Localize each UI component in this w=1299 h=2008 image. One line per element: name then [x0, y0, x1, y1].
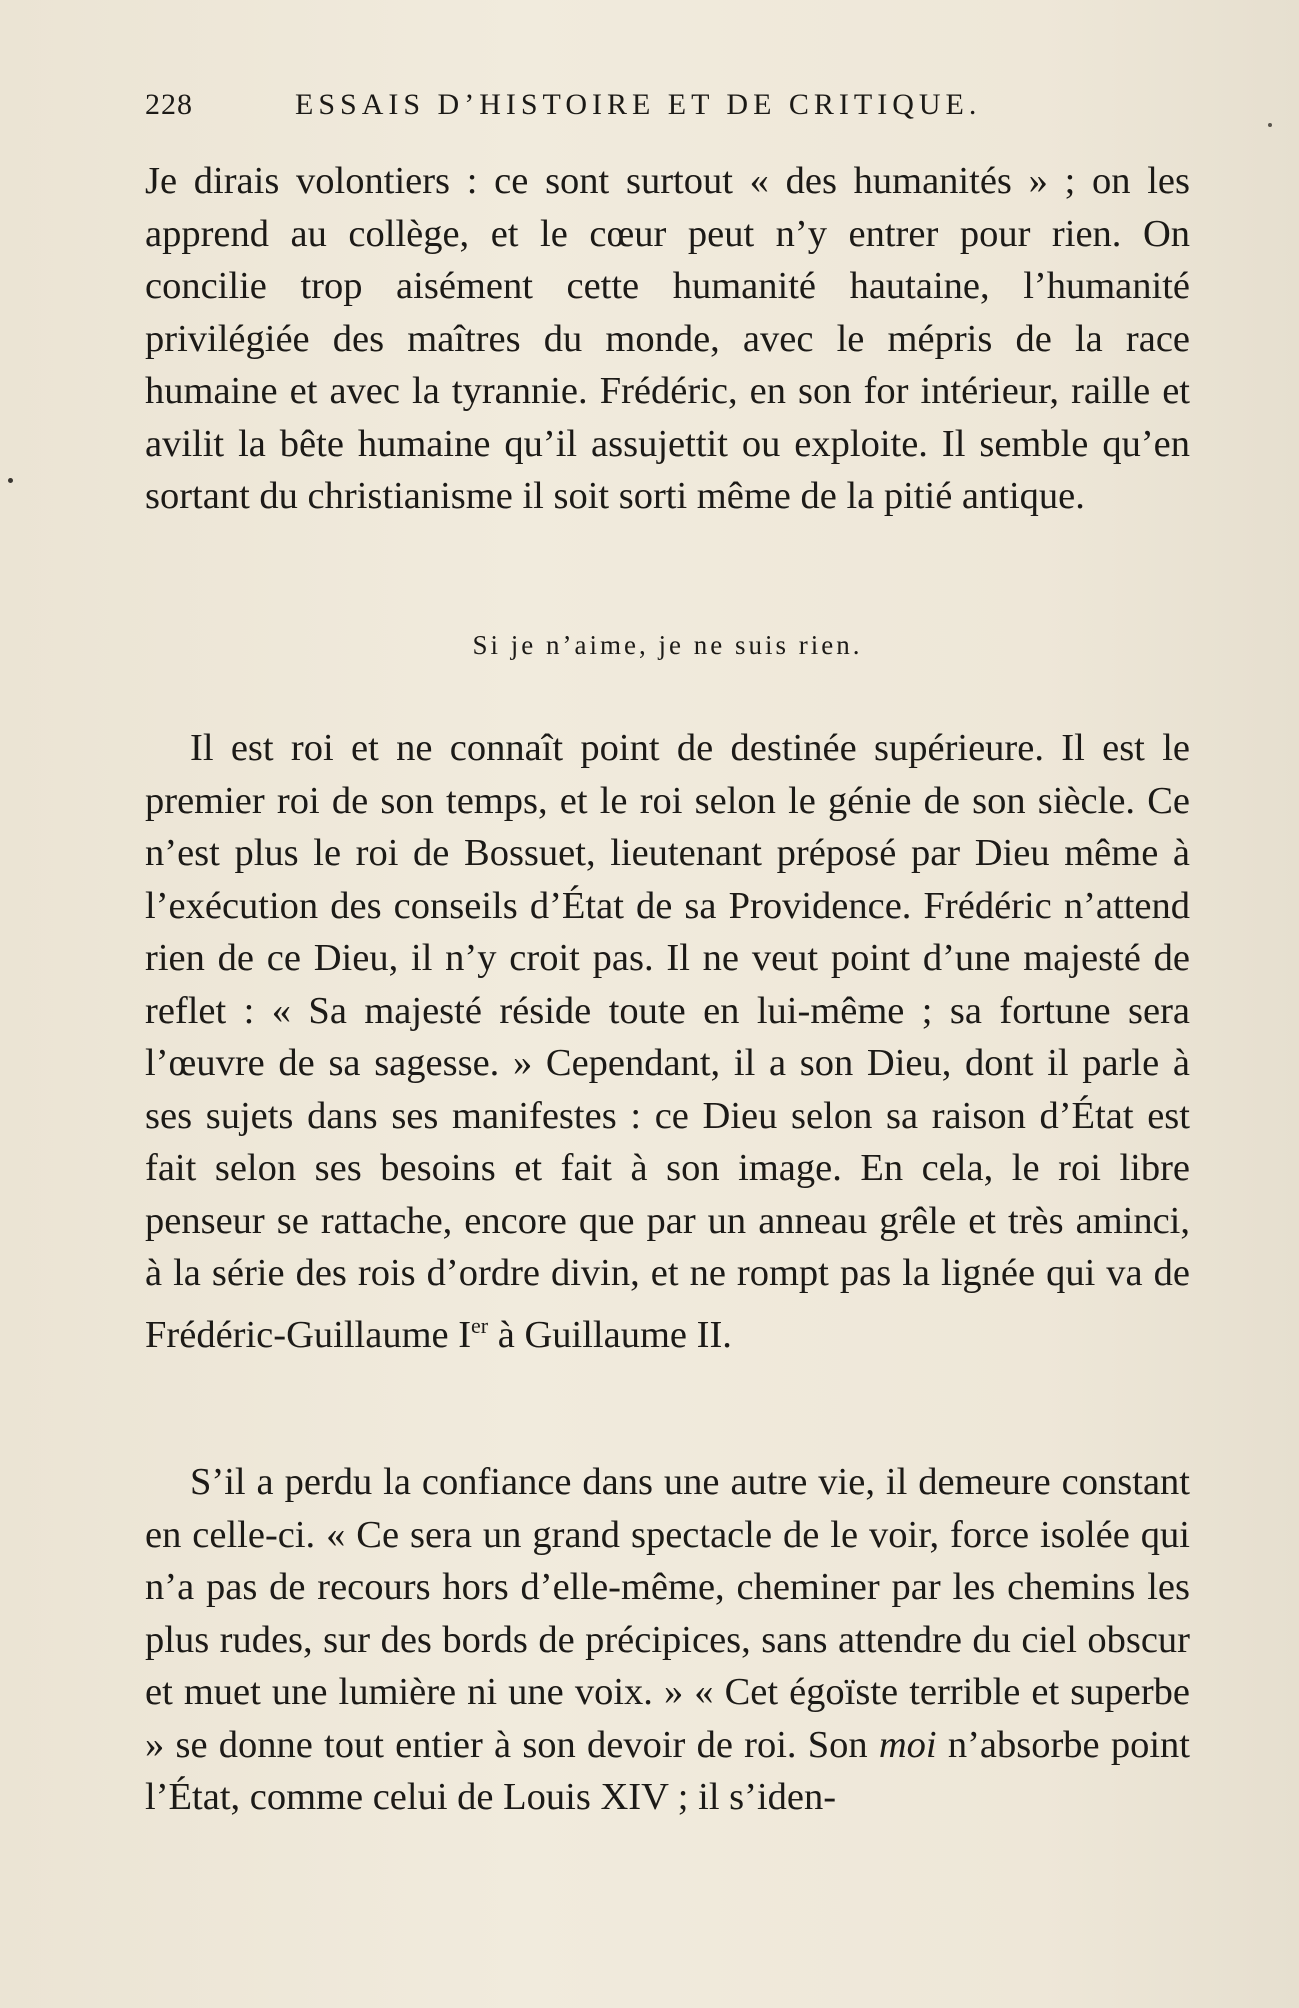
- page-speck: [1268, 123, 1272, 127]
- page-number: 228: [145, 88, 193, 121]
- paragraph-3-end: n’absorbe point l’État, comme celui de Louis XIV ; il s’iden-: [145, 1723, 1190, 1818]
- italic-moi: moi: [878, 1723, 937, 1766]
- page-header: [145, 88, 1190, 122]
- running-head: ESSAIS D’HISTOIRE ET DE CRITIQUE.: [295, 88, 982, 121]
- paragraph-1: Je dirais volontiers : ce sont surtout « des humanités » ; on les apprend au collège, et le cœur peut n’y entrer pour rien. On concilie trop aisément cette humanité hautaine, l’humanité privilégiée des maîtres du monde, avec le mépris de la race humaine et avec la tyrannie. Frédéric, en son for intérieur, raille et avilit la bête humaine qu’il assujettit ou exploite. Il semble qu’en sortant du christianisme il soit sorti même de la pitié antique.: [145, 160, 1190, 517]
- paragraph-3: [145, 1456, 1190, 1824]
- paragraph-2-text: Il est roi et ne connaît point de destinée supérieure. Il est le premier roi de son temps, et le roi selon le génie de son siècle. Ce n’est plus le roi de Bossuet, lieutenant préposé par Dieu même à l’exécution des conseils d’État de sa Providence. Frédéric n’attend rien de ce Dieu, il n’y croit pas. Il ne veut point d’une majesté de reflet : « Sa majesté réside toute en lui-même ; sa fortune sera l’œuvre de sa sagesse. » Cependant, il a son Dieu, dont il parle à ses sujets dans ses manifestes : ce Dieu selon sa raison d’État est fait selon ses besoins et fait à son image. En cela, le roi libre penseur se rattache, encore que par un anneau grêle et très aminci, à la série des rois d’ordre divin, et ne rompt pas la lignée qui va de Frédéric-Guillaume I: [145, 727, 1190, 1356]
- paragraph-2: [145, 722, 1190, 1361]
- superscript-er: er: [471, 1312, 489, 1338]
- page-speck: [8, 478, 13, 483]
- paragraph-2-end: à Guillaume II.: [488, 1313, 732, 1356]
- paragraph-3-text: S’il a perdu la confiance dans une autre vie, il demeure constant en celle-ci. « Ce sera un grand spectacle de le voir, force isolée qui n’a pas de recours hors d’elle-même, cheminer par les chemins les plus rudes, sur des bords de précipices, sans attendre du ciel obscur et muet une lumière ni une voix. » « Cet égoïste terrible et superbe » se donne tout entier à son devoir de roi. Son: [145, 1461, 1190, 1766]
- epigraph: Si je n’aime, je ne suis rien.: [472, 630, 863, 660]
